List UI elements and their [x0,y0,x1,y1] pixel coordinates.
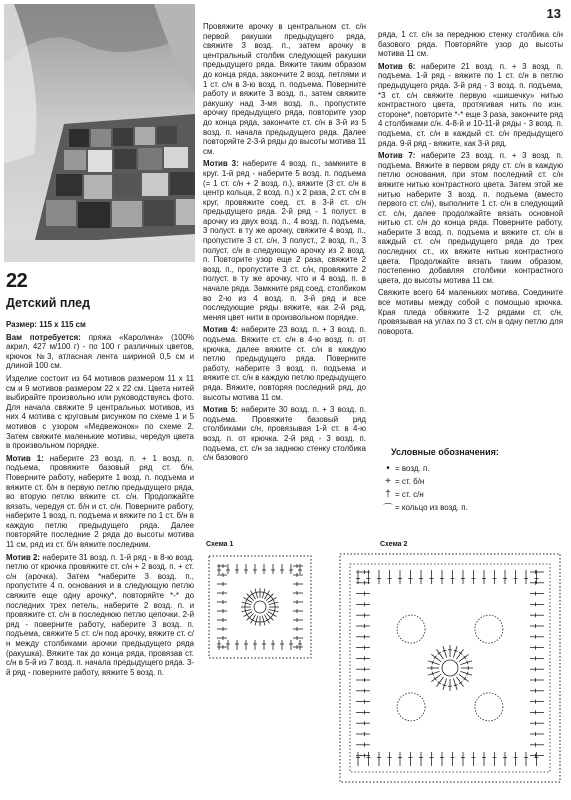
single-crochet-icon: + [385,476,391,487]
legend-label: = ст. б/н [395,477,425,486]
column-3 [378,30,563,339]
legend [381,447,561,514]
scheme1-diagram [205,552,315,662]
stitch-mark [242,602,252,605]
motif6-text: наберите 21 возд. п. + 3 возд. п. подъема. 1-й ряд - вяжите по 1 ст. с/н в петлю предыдущего ряда. 3-й ряд - 3 возд. п. подъема, *3 ст. с/н свяжите первую «шишечку» нитью контрастного цвета, протягивая нить по изн. стороне*, повторите *-* еще 3 раза, закончите ряд 4 столбиками с/н. 4-8-й и 10-11-й ряды - 3 возд. п. подъема, ст. с/н в каждый ст. с/н предыдущего ряда. 9-й ряд - вяжите, как 3-й ряд. [378,61,563,148]
assembly-paragraph: Свяжите всего 64 маленьких мотива. Соедините все мотивы между собой с помощью крючка. Края пледа обвяжите 1-2 рядами ст. с/н, провязывая на углах по 3 ст. с/н в одну петлю для поворота. [378,288,563,336]
size-paragraph [6,320,194,330]
motif6-paragraph [378,62,563,148]
stitch-mark [269,609,279,612]
motif1-label: Мотив 1: [6,453,44,463]
chain-stitch-icon: • [386,463,390,474]
motif3-paragraph [203,159,366,322]
legend-item-ring [381,501,561,514]
legend-item-dc [381,488,561,501]
size-value: 115 х 115 см [39,320,86,329]
petal-mark [397,693,425,721]
motif4-paragraph [203,325,366,402]
motif7-label: Мотив 7: [378,151,416,161]
stitch-mark [434,656,436,659]
motif5-paragraph [203,405,366,463]
stitch-mark [428,661,439,665]
legend-item-sc [381,475,561,488]
stitch-mark [254,592,258,593]
stitch-mark [428,671,439,675]
double-crochet-icon: † [385,489,391,500]
motif3-text: наберите 4 возд. п., замкните в круг. 1-й ряд - наберите 5 возд. п. подъема (= 1 ст. с/н + 2 возд. п.), вяжите (3 ст. с/н в центр кольца, 2 возд. п.) х 2 раза, 2 ст. с/н в круг, провяжите соед. ст. в 3-й ст. с/н предыдущего ряда. 2-й ряд - 1 полуст. в арочку из двух возд. п., 4 возд. п. подъема, 3 полуст. в ту же арочку, свяжите 4 возд. п., пропустите 3 ст. с/н, 3 полуст., 2 возд. п., 3 полуст. с/н в следующую арочку из 2 возд. п. Повторите узор еще 2 раза, свяжите 2 возд. п., пропустите 3 ст. с/н, провяжите 2 полуст. в ту же арочку, что и 4 возд. п. в начале ряда. Замкните ряд соед. столбиком во 2-ю из 4 возд. п. 3-й ряд и все последующие ряды вяжите, как 2-й ряд, меняя цвет нити в произвольном порядке. [203,159,366,322]
stitch-mark [245,609,246,613]
stitch-mark [262,621,266,622]
blanket-photo [4,4,195,262]
stitch-mark [460,671,471,675]
motif2-text: наберите 31 возд. п. 1-й ряд - в 8-ю возд. петлю от крючка провяжите ст. с/н + 2 возд. п. + ст. с/н (арочка). Затем *наберите 3 возд. п., пропустите 4 п. основания и в следующую петлю свяжите еще одну арочку*, повторяйте *-* до последних трех петель, наберите 2 возд. п. и провяжите ст. с/н в последнюю петлю цепочки. 2-й ряд - поверните работу, наберите 3 возд. п. подъема, свяжите 5 ст. с/н под арочку, вяжите ст. с/н между столбиками арочки предыдущего ряда (ракушка). Вяжите так до конца ряда, провязав ст. с/н в 5-й из 7 возд. п. начала предыдущего ряда. 3-й ряд - поверните работу, вяжите 5 возд. п. [6,552,194,677]
stitch-mark [438,682,441,684]
ring-mark [442,660,458,676]
intro-paragraph: Изделие состоит из 64 мотивов размером 11 х 11 см и 9 мотивов размером 22 х 22 см. Цвета нитей выбирайте произвольно или руководствуясь фото. Для начала свяжите 9 центральных мотивов, из них 4 мотива с круговым рисунком по схеме 1 и 5 мотивов с узором «Медвежонок» по схеме 2. Затем свяжите маленькие мотивы, чередуя цвета в произвольном порядке. [6,373,194,451]
scheme1-label: Схема 1 [206,541,234,548]
stitch-mark [443,646,447,657]
stitch-mark [262,589,265,599]
stitch-mark [255,589,258,599]
materials-text: пряжа «Каролина» (100% акрил, 427 м/100 г) - по 100 г различных цветов, крючок №3, атласная лента шириной 0,5 см и длиной 100 см. [6,332,194,371]
stitch-mark [274,601,275,605]
scheme2-label: Схема 2 [380,541,408,548]
motif1-text: наберите 23 возд. п. + 1 возд. п. подъема, провяжите базовый ряд ст. б/н. Поверните работу, наберите 1 возд. п. подъема и вяжите ст. б/н в первую петлю предыдущего ряда, во вторую петлю вяжите ст. с/н. Продолжайте вязать, чередуя ст. б/н и ст. с/н. Поверните работу, наберите 1 возд. п. подъема и вяжите по 1 ст. б/н в каждую петлю предыдущего ряда. Далее повторяйте последние 2 ряда до высоты мотива 11 см, ряд из ст. б/н вяжите последним. [6,453,194,550]
motif6-label: Мотив 6: [378,61,416,71]
stitch-mark [245,601,246,605]
motif4-label: Мотив 4: [203,325,238,335]
stitch-mark [262,616,265,626]
petal-mark [475,693,503,721]
materials-paragraph [6,333,194,371]
column-2 [203,22,366,466]
stitch-mark [274,609,275,613]
legend-item-chain [381,462,561,475]
stitch-mark [459,652,462,654]
motif7-paragraph [378,151,563,285]
column-1 [6,320,194,680]
page-number: 13 [546,6,561,21]
motif7-text: наберите 23 возд. п. + 3 возд. п. подъема. Вяжите в первом ряду ст. с/н в каждую петлю основания, при этом последний ст. с/н вяжите нитью контрастного цвета. Затем этой же нитью наберите 3 возд. п. подъема (вместо первого ст. с/н), выполните 1 ст. с/н в следующий ст. с/н, далее продолжайте вязать основной нитью ст. с/н до конца ряда. Поверните работу, наберите 3 возд. п. подъема и вяжите ст. с/н в каждый ст. с/н предыдущего ряда до трех последних ст., их вяжите нитью контрастного цвета. Продолжайте вязать таким образом, постепенно добавляя столбики контрастного цвета, до высоты мотива 11 см. [378,151,563,285]
petal-mark [397,615,425,643]
motif5-continued: ряда, 1 ст. с/н за переднюю стенку столбика с/н базового ряда. Повторяйте узор до высоты мотива 11 см. [378,30,563,59]
stitch-mark [464,656,466,659]
materials-label: Вам потребуется: [6,332,81,342]
stitch-mark [255,616,258,626]
scheme2-diagram [334,548,566,788]
stitch-mark [453,646,457,657]
motif2-label: Мотив 2: [6,552,41,562]
petal-mark [475,615,503,643]
legend-title: Условные обозначения: [391,447,499,457]
legend-label: = возд. п. [395,464,430,473]
stitch-mark [262,592,266,593]
ring-mark [254,601,266,613]
stitch-mark [242,609,252,612]
legend-label: = кольцо из возд. п. [395,503,468,512]
stitch-mark [443,678,447,689]
stitch-mark [434,677,436,680]
motif3-label: Мотив 3: [203,159,239,169]
section-title: Детский плед [6,296,91,310]
stitch-mark [254,621,258,622]
motif2-continued: Провяжите арочку в центральном ст. с/н первой ракушки предыдущего ряда, свяжите 3 возд. п., затем арочку в центральный столбик следующей ракушки предыдущего ряда. Вяжите таким образом до конца ряда, закончите 2 возд. петлями и 1 ст. с/н в 3-ю возд. п. подъема. Поверните работу и вяжите 3 возд. п., затем свяжите ракушку над 3-мя возд. п., пропустите арочку предыдущего ряда, повторите узор до конца ряда, закончите ст. с/н в 3-й из 5 возд. п. начала предыдущего ряда. Далее повторяйте 2-3-й ряды до высоты мотива 11 см. [203,22,366,156]
stitch-mark [459,682,462,684]
stitch-mark [438,652,441,654]
motif1-paragraph [6,454,194,550]
stitch-mark [460,661,471,665]
section-number: 22 [6,270,28,292]
size-label: Размер: [6,320,38,329]
motif5-label: Мотив 5: [203,405,238,415]
motif2-paragraph [6,553,194,678]
stitch-mark [464,677,466,680]
motif5-text: наберите 30 возд. п. + 3 возд. п. подъема. Провяжите базовый ряд столбиками с/н, провязывая 1-й ст. в 4-ю возд. п. от крючка. 2-й ряд - 3 возд. п. подъема, ст. с/н за заднюю стенку столбика с/н базового [203,405,366,463]
motif4-text: наберите 23 возд. п. + 3 возд. п. подъема. Вяжите ст. с/н в 4-ю возд. п. от крючка, далее вяжите ст. с/н в каждую петлю предыдущего ряда. Поверните работу, наберите 3 возд. п. подъема и вяжите ст. с/н в каждую петлю предыдущего ряда. Вяжите, повторяя последний ряд, до высоты мотива 11 см. [203,325,366,402]
stitch-mark [269,602,279,605]
chain-ring-icon: ⌒ [383,504,393,515]
stitch-mark [453,678,457,689]
legend-label: = ст. с/н [395,490,424,499]
